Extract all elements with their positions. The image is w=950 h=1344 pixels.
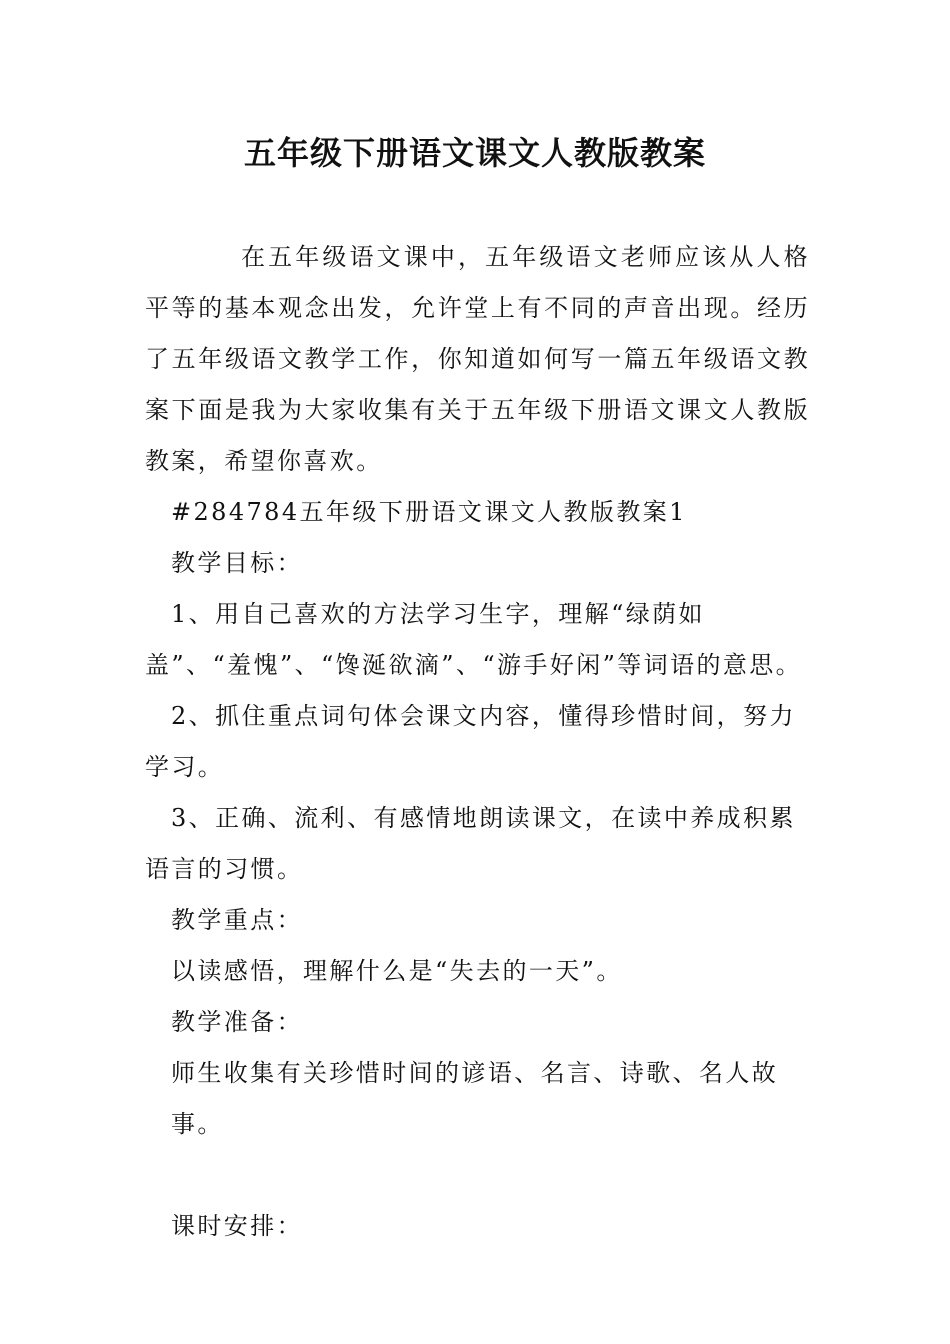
- document-body: [145, 232, 810, 1252]
- goal-item-1: 1、用自己喜欢的方法学习生字，理解“绿荫如盖”、“羞愧”、“馋涎欲滴”、“游手好闲”等词语的意思。: [145, 600, 803, 679]
- preparation-label: 教学准备：: [171, 1008, 303, 1036]
- goal-item-3: 3、正确、流利、有感情地朗读课文，在读中养成积累语言的习惯。: [145, 804, 796, 883]
- preparation-text: 师生收集有关珍惜时间的谚语、名言、诗歌、名人故事。: [171, 1059, 779, 1138]
- paragraph-gap: [145, 1150, 810, 1201]
- goal-item-2: 2、抓住重点词句体会课文内容，懂得珍惜时间，努力学习。: [145, 702, 796, 781]
- goals-label: 教学目标：: [171, 549, 303, 577]
- schedule-label: 课时安排：: [171, 1212, 303, 1240]
- section-heading: #284784五年级下册语文课文人教版教案1: [171, 498, 687, 526]
- key-points-text: 以读感悟，理解什么是“失去的一天”。: [171, 957, 623, 985]
- document-title: 五年级下册语文课文人教版教案: [243, 134, 706, 172]
- key-points-label: 教学重点：: [171, 906, 303, 934]
- intro-paragraph: 在五年级语文课中，五年级语文老师应该从人格平等的基本观念出发，允许堂上有不同的声音出现。经历了五年级语文教学工作，你知道如何写一篇五年级语文教案下面是我为大家收集有关于五年级下册语文课文人教版教案，希望你喜欢。: [145, 243, 810, 475]
